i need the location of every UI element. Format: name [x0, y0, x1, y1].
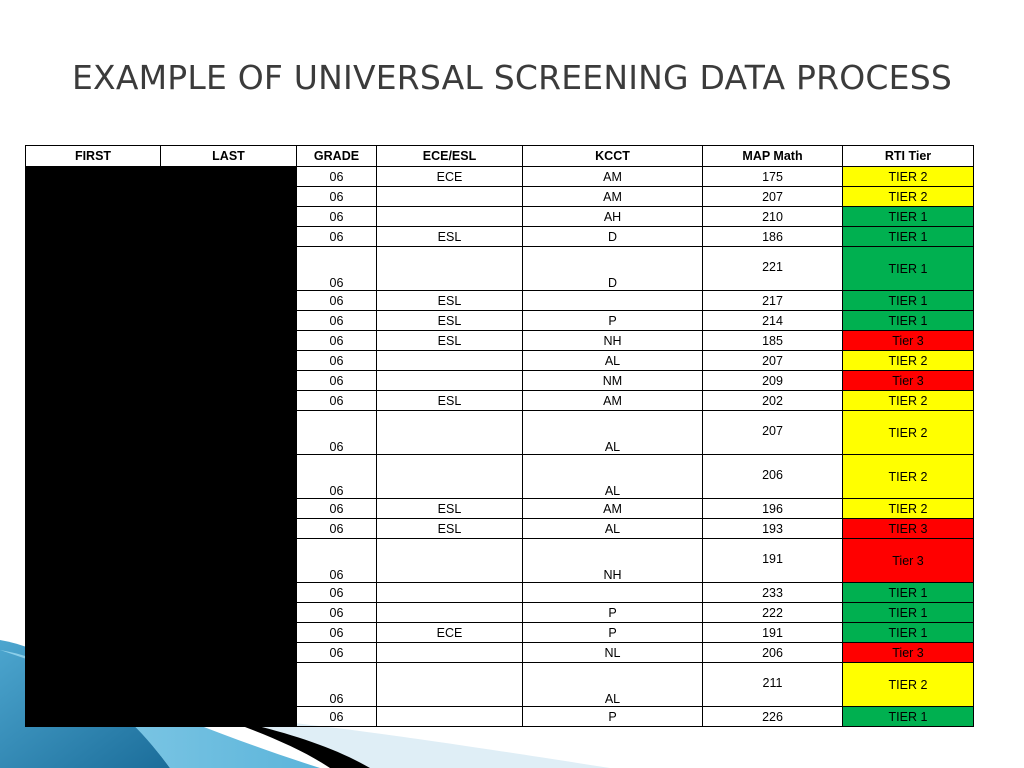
- ece-esl-cell: [377, 539, 523, 583]
- first-name-cell-redacted: [26, 227, 161, 247]
- first-name-cell-redacted: [26, 663, 161, 707]
- table-row: [26, 291, 974, 311]
- map-math-cell: 221: [703, 247, 843, 291]
- grade-cell: 06: [297, 227, 377, 247]
- rti-tier-cell: TIER 2: [843, 351, 974, 371]
- table-row: [26, 519, 974, 539]
- map-math-cell: 233: [703, 583, 843, 603]
- grade-cell: 06: [297, 623, 377, 643]
- kcct-cell: AL: [523, 351, 703, 371]
- grade-cell: 06: [297, 583, 377, 603]
- table-row: [26, 539, 974, 583]
- kcct-cell: P: [523, 603, 703, 623]
- last-name-cell-redacted: [161, 539, 297, 583]
- last-name-cell-redacted: [161, 371, 297, 391]
- grade-cell: 06: [297, 331, 377, 351]
- last-name-cell-redacted: [161, 227, 297, 247]
- first-name-cell-redacted: [26, 371, 161, 391]
- map-math-cell: 226: [703, 707, 843, 727]
- last-name-cell-redacted: [161, 583, 297, 603]
- ece-esl-cell: [377, 455, 523, 499]
- grade-cell: 06: [297, 455, 377, 499]
- last-name-cell-redacted: [161, 167, 297, 187]
- map-math-cell: 206: [703, 455, 843, 499]
- table-row: [26, 311, 974, 331]
- first-name-cell-redacted: [26, 411, 161, 455]
- ece-esl-cell: [377, 187, 523, 207]
- table-row: [26, 391, 974, 411]
- last-name-cell-redacted: [161, 311, 297, 331]
- ece-esl-cell: [377, 663, 523, 707]
- kcct-cell: AL: [523, 455, 703, 499]
- grade-cell: 06: [297, 411, 377, 455]
- kcct-cell: [523, 583, 703, 603]
- grade-cell: 06: [297, 499, 377, 519]
- kcct-cell: P: [523, 707, 703, 727]
- map-math-cell: 207: [703, 187, 843, 207]
- ece-esl-cell: ECE: [377, 623, 523, 643]
- first-name-cell-redacted: [26, 499, 161, 519]
- table-row: [26, 603, 974, 623]
- first-name-cell-redacted: [26, 643, 161, 663]
- map-math-cell: 196: [703, 499, 843, 519]
- rti-tier-cell: TIER 1: [843, 207, 974, 227]
- last-name-cell-redacted: [161, 707, 297, 727]
- rti-tier-cell: Tier 3: [843, 643, 974, 663]
- last-name-cell-redacted: [161, 331, 297, 351]
- table-row: [26, 623, 974, 643]
- rti-tier-cell: TIER 2: [843, 663, 974, 707]
- grade-cell: 06: [297, 247, 377, 291]
- kcct-cell: AM: [523, 499, 703, 519]
- first-name-cell-redacted: [26, 351, 161, 371]
- rti-tier-cell: TIER 2: [843, 411, 974, 455]
- first-name-cell-redacted: [26, 603, 161, 623]
- first-name-cell-redacted: [26, 539, 161, 583]
- grade-cell: 06: [297, 707, 377, 727]
- ece-esl-cell: [377, 643, 523, 663]
- map-math-cell: 214: [703, 311, 843, 331]
- rti-tier-cell: TIER 1: [843, 291, 974, 311]
- ece-esl-cell: ESL: [377, 311, 523, 331]
- header-kcct: KCCT: [523, 146, 703, 167]
- grade-cell: 06: [297, 603, 377, 623]
- kcct-cell: NH: [523, 539, 703, 583]
- kcct-cell: D: [523, 227, 703, 247]
- table-row: [26, 663, 974, 707]
- last-name-cell-redacted: [161, 291, 297, 311]
- kcct-cell: AM: [523, 167, 703, 187]
- last-name-cell-redacted: [161, 187, 297, 207]
- first-name-cell-redacted: [26, 623, 161, 643]
- map-math-cell: 209: [703, 371, 843, 391]
- last-name-cell-redacted: [161, 603, 297, 623]
- first-name-cell-redacted: [26, 167, 161, 187]
- ece-esl-cell: [377, 707, 523, 727]
- rti-tier-cell: TIER 1: [843, 603, 974, 623]
- table-header-row: [26, 146, 974, 167]
- header-ece-esl: ECE/ESL: [377, 146, 523, 167]
- table-row: [26, 455, 974, 499]
- header-last: LAST: [161, 146, 297, 167]
- rti-tier-cell: TIER 2: [843, 391, 974, 411]
- grade-cell: 06: [297, 663, 377, 707]
- kcct-cell: D: [523, 247, 703, 291]
- last-name-cell-redacted: [161, 207, 297, 227]
- grade-cell: 06: [297, 643, 377, 663]
- table-row: [26, 643, 974, 663]
- ece-esl-cell: ESL: [377, 499, 523, 519]
- last-name-cell-redacted: [161, 499, 297, 519]
- rti-tier-cell: TIER 1: [843, 623, 974, 643]
- map-math-cell: 207: [703, 351, 843, 371]
- last-name-cell-redacted: [161, 351, 297, 371]
- kcct-cell: NL: [523, 643, 703, 663]
- rti-tier-cell: TIER 3: [843, 519, 974, 539]
- first-name-cell-redacted: [26, 519, 161, 539]
- map-math-cell: 202: [703, 391, 843, 411]
- grade-cell: 06: [297, 391, 377, 411]
- rti-tier-cell: TIER 2: [843, 187, 974, 207]
- map-math-cell: 211: [703, 663, 843, 707]
- last-name-cell-redacted: [161, 247, 297, 291]
- map-math-cell: 217: [703, 291, 843, 311]
- ece-esl-cell: [377, 411, 523, 455]
- ece-esl-cell: ESL: [377, 227, 523, 247]
- kcct-cell: NM: [523, 371, 703, 391]
- kcct-cell: P: [523, 623, 703, 643]
- rti-tier-cell: TIER 1: [843, 583, 974, 603]
- rti-tier-cell: Tier 3: [843, 331, 974, 351]
- last-name-cell-redacted: [161, 623, 297, 643]
- grade-cell: 06: [297, 311, 377, 331]
- table-row: [26, 583, 974, 603]
- rti-tier-cell: TIER 1: [843, 247, 974, 291]
- kcct-cell: AH: [523, 207, 703, 227]
- last-name-cell-redacted: [161, 391, 297, 411]
- table-row: [26, 707, 974, 727]
- rti-tier-cell: TIER 2: [843, 499, 974, 519]
- ece-esl-cell: [377, 207, 523, 227]
- table-row: [26, 371, 974, 391]
- last-name-cell-redacted: [161, 411, 297, 455]
- ece-esl-cell: ECE: [377, 167, 523, 187]
- table-row: [26, 207, 974, 227]
- kcct-cell: AM: [523, 187, 703, 207]
- grade-cell: 06: [297, 351, 377, 371]
- grade-cell: 06: [297, 539, 377, 583]
- rti-tier-cell: TIER 1: [843, 311, 974, 331]
- table-row: [26, 247, 974, 291]
- first-name-cell-redacted: [26, 707, 161, 727]
- table-row: [26, 351, 974, 371]
- table-row: [26, 411, 974, 455]
- map-math-cell: 222: [703, 603, 843, 623]
- first-name-cell-redacted: [26, 391, 161, 411]
- first-name-cell-redacted: [26, 291, 161, 311]
- grade-cell: 06: [297, 207, 377, 227]
- ece-esl-cell: [377, 351, 523, 371]
- kcct-cell: AL: [523, 663, 703, 707]
- grade-cell: 06: [297, 371, 377, 391]
- first-name-cell-redacted: [26, 583, 161, 603]
- first-name-cell-redacted: [26, 247, 161, 291]
- ece-esl-cell: [377, 371, 523, 391]
- table-row: [26, 187, 974, 207]
- header-grade: GRADE: [297, 146, 377, 167]
- first-name-cell-redacted: [26, 331, 161, 351]
- header-rti-tier: RTI Tier: [843, 146, 974, 167]
- rti-tier-cell: TIER 2: [843, 455, 974, 499]
- kcct-cell: AM: [523, 391, 703, 411]
- last-name-cell-redacted: [161, 455, 297, 499]
- rti-tier-cell: TIER 1: [843, 707, 974, 727]
- map-math-cell: 207: [703, 411, 843, 455]
- kcct-cell: NH: [523, 331, 703, 351]
- ece-esl-cell: [377, 583, 523, 603]
- first-name-cell-redacted: [26, 455, 161, 499]
- grade-cell: 06: [297, 291, 377, 311]
- screening-data-table: [25, 145, 974, 727]
- grade-cell: 06: [297, 519, 377, 539]
- ece-esl-cell: ESL: [377, 519, 523, 539]
- kcct-cell: AL: [523, 411, 703, 455]
- map-math-cell: 175: [703, 167, 843, 187]
- ece-esl-cell: [377, 603, 523, 623]
- map-math-cell: 193: [703, 519, 843, 539]
- ece-esl-cell: ESL: [377, 331, 523, 351]
- rti-tier-cell: Tier 3: [843, 539, 974, 583]
- rti-tier-cell: TIER 1: [843, 227, 974, 247]
- ece-esl-cell: [377, 247, 523, 291]
- rti-tier-cell: Tier 3: [843, 371, 974, 391]
- ece-esl-cell: ESL: [377, 291, 523, 311]
- slide-title: EXAMPLE OF UNIVERSAL SCREENING DATA PROCESS: [72, 58, 952, 97]
- map-math-cell: 210: [703, 207, 843, 227]
- table-row: [26, 499, 974, 519]
- last-name-cell-redacted: [161, 519, 297, 539]
- last-name-cell-redacted: [161, 643, 297, 663]
- header-map-math: MAP Math: [703, 146, 843, 167]
- map-math-cell: 206: [703, 643, 843, 663]
- last-name-cell-redacted: [161, 663, 297, 707]
- table-row: [26, 331, 974, 351]
- header-first: FIRST: [26, 146, 161, 167]
- first-name-cell-redacted: [26, 187, 161, 207]
- map-math-cell: 191: [703, 623, 843, 643]
- first-name-cell-redacted: [26, 207, 161, 227]
- rti-tier-cell: TIER 2: [843, 167, 974, 187]
- map-math-cell: 186: [703, 227, 843, 247]
- ece-esl-cell: ESL: [377, 391, 523, 411]
- kcct-cell: AL: [523, 519, 703, 539]
- map-math-cell: 185: [703, 331, 843, 351]
- grade-cell: 06: [297, 167, 377, 187]
- map-math-cell: 191: [703, 539, 843, 583]
- grade-cell: 06: [297, 187, 377, 207]
- table-body: [26, 167, 974, 727]
- first-name-cell-redacted: [26, 311, 161, 331]
- kcct-cell: [523, 291, 703, 311]
- table-row: [26, 167, 974, 187]
- table-row: [26, 227, 974, 247]
- kcct-cell: P: [523, 311, 703, 331]
